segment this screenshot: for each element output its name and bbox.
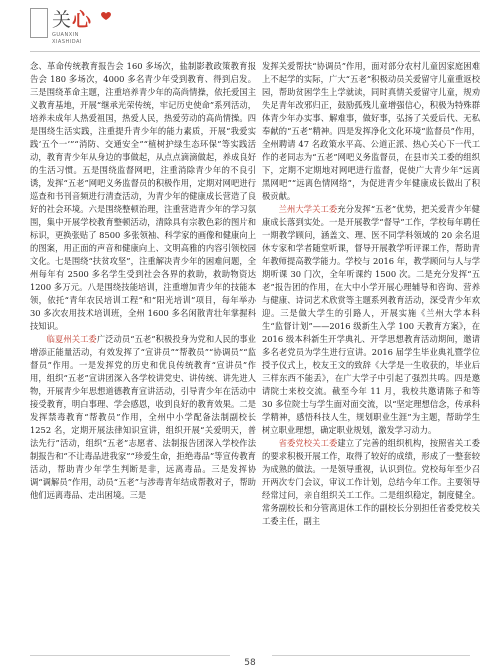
paragraph-body: 念、革命传统教育报告会 160 多场次，盐制影教政策教育报告会 180 多场次，4000 多名青少年受到教育、得到启发。三是围绕革命主题，注重培养青少年的高尚情操，依托爱国主义教育基地，开展“继承光荣传统，牢记历史使命”系列活动，培养未成年人热爱祖国，热爱人民，热爱劳动的高尚情操。四是围绕生活实践，注重提升青少年的能力素质，开展“我爱实践‘五个一’”“消防、交通安全”“植树护绿生态环保”等实践活动，教育青少年从身边的事做起，从点点滴滴做起，养成良好的生活习惯。五是围绕监督网吧，注重消除青少年的不良引诱，发挥“五老”网吧义务监督员的积极作用，定期对网吧进行巡查和书刊音频进行清查活动，为青少年的健康成长营造了良好的社会环境。六是围绕整顿治理，注重营造青少年的学习氛围，集中开展学校教育整顿活动，清除具有宗教色彩的图片和标识，更换张贴了 8500 多张领袖、科学家的画像和健康向上的图案，用正面的声音和健康向上、文明高雅的内容引领校园文化。七是围绕“扶贫攻坚”，注重解决青少年的困难问题，全州每年有 2500 多名学生受到社会各界的救助，救助物资达 1200 多万元。八是围绕技能培训，注重增加青少年的技能本领，依托“青年农民培训工程”和“阳光培训”项目，每年举办 30 多次农用技术培训班，全州 1600 多名闲散青壮年掌握科技知识。 — [30, 61, 256, 331]
article-paragraph — [262, 203, 480, 437]
heart-icon — [100, 11, 112, 21]
paragraph-body: 充分发挥“五老”优势，把关爱青少年健康成长落到实处。一是开展教学“督导”工作，学校每年聘任一期教学顾问，涵盖文、理、医不同学科领域的 20 余名退休专家和学者随堂听课，督导开展教学听评课工作，帮助青年教师提高教学能力。学校与 2016 年，教学顾问与人与学期听课 30 门次，全年听课约 1500 次。二是充分发挥“五老”报告团的作用，在大中小学开展心理辅导和咨询、营养与健康、诗词艺术欣赏等主题系列教育活动，深受青少年欢迎。三是做大学生的引路人，开展实施《兰州大学本科生“监督计划”——2016 级新生入学 100 天教育方案》，在 2016 级本科新生开学典礼、开学思想教育活动期间，邀请多名老党员为学生进行宣讲。2016 届学生毕业典礼暨学位授予仪式上，校友王文的致辞《大学是一生收获的，毕业后三样东西不能丢》，在广大学子中引起了强烈共鸣。四是邀请院士来校交流。截至今年 11 月，我校共邀请陈子和等 30 多位院士与学生面对面交流，以“坚定理想信念，传承科学精神，感悟科技人生，规划职业生涯”为主题，帮助学生树立职业理想，确定职业规划，激发学习动力。 — [262, 204, 480, 435]
right-column — [262, 60, 480, 528]
masthead-title-part2: 心 — [72, 9, 93, 31]
section-lead: 省委党校关工委 — [278, 438, 338, 448]
masthead-title-part1: 关 — [52, 9, 73, 31]
masthead-frame — [30, 8, 48, 38]
article-paragraph — [262, 437, 480, 528]
article-paragraph — [30, 333, 256, 502]
masthead-subtitle-2: XIASHIDAI — [52, 39, 82, 45]
paragraph-body: 广泛动员“五老”积极投身为党和人民的事业增添正能量活动，有效发挥了“宣讲员”“帮教员”“协调员”“监督员”作用。一是发挥党的历史和优良传统教育“宣讲员”作用，组织“五老”宣讲团深入各学校讲党史、讲传统、讲先进人物，开展青少年思想道德教育宣讲活动，引导青少年在活动中接受教育，明白事理、学会感恩，收到良好的教育效果。二是发挥禁毒教育“帮教员”作用，全州中小学配备法制副校长 1252 名，定期开展法律知识宣讲，组织开展“关爱明天，普法先行”活动，组织“五老”志愿者、法制报告团深入学校作法制报告和“不让毒品进我家”“珍爱生命，拒绝毒品”等宣传教育活动，帮助青少年学生判断是非，远离毒品。三是发挥协调“调解员”作用，动员“五老”与涉毒青年结成帮教对子，帮助他们远离毒品、走出困境。三是 — [30, 334, 256, 500]
section-lead: 临夏州关工委 — [46, 334, 97, 344]
article-text — [30, 60, 256, 333]
left-column — [30, 60, 256, 502]
section-lead: 兰州大学关工委 — [278, 204, 338, 214]
paragraph-body: 发挥关爱帮扶“协调员”作用，面对部分农村儿童因家庭困难上不起学的实际，广大“五老”积极动员关爱留守儿童重返校园，帮助贫困学生上学就读，同时真情关爱留守儿童，规劝失足青年改邪归正，鼓励孤残儿童增强信心，积极为特殊群体青少年办实事、解难事，做好事，弘扬了关爱后代、无私奉献的“五老”精神。四是发挥净化文化环境“监督员”作用，全州聘请 47 名政策水平高、公道正派、热心关心下一代工作的老同志为“五老”网吧义务监督员，在县市关工委的组织下，定期不定期地对网吧进行监督，促使广大青少年“远离黑网吧”“远离色情网络”，为促进青少年健康成长做出了积极贡献。 — [262, 61, 480, 201]
paragraph-body: 建立了完善的组织机构，按照省关工委的要求积极开展工作，取得了较好的成绩，形成了一整套较为成熟的做法。一是领导重视，认识到位。党校每年至少召开两次专门会议，审议工作计划，总结今年工作。主要领导经常过问，亲自组织关工工作。二是组织稳定，制度健全。常务副校长和分管离退休工作的副校长分别担任省委党校关工委主任，副主 — [262, 438, 480, 526]
masthead — [30, 8, 140, 50]
page-number-wrap — [0, 650, 500, 669]
article-text — [262, 60, 480, 203]
header-rule — [30, 51, 480, 52]
page-number: 58 — [244, 658, 256, 668]
masthead-title — [52, 9, 92, 31]
masthead-subtitle-1: GUANXIN — [52, 32, 79, 38]
